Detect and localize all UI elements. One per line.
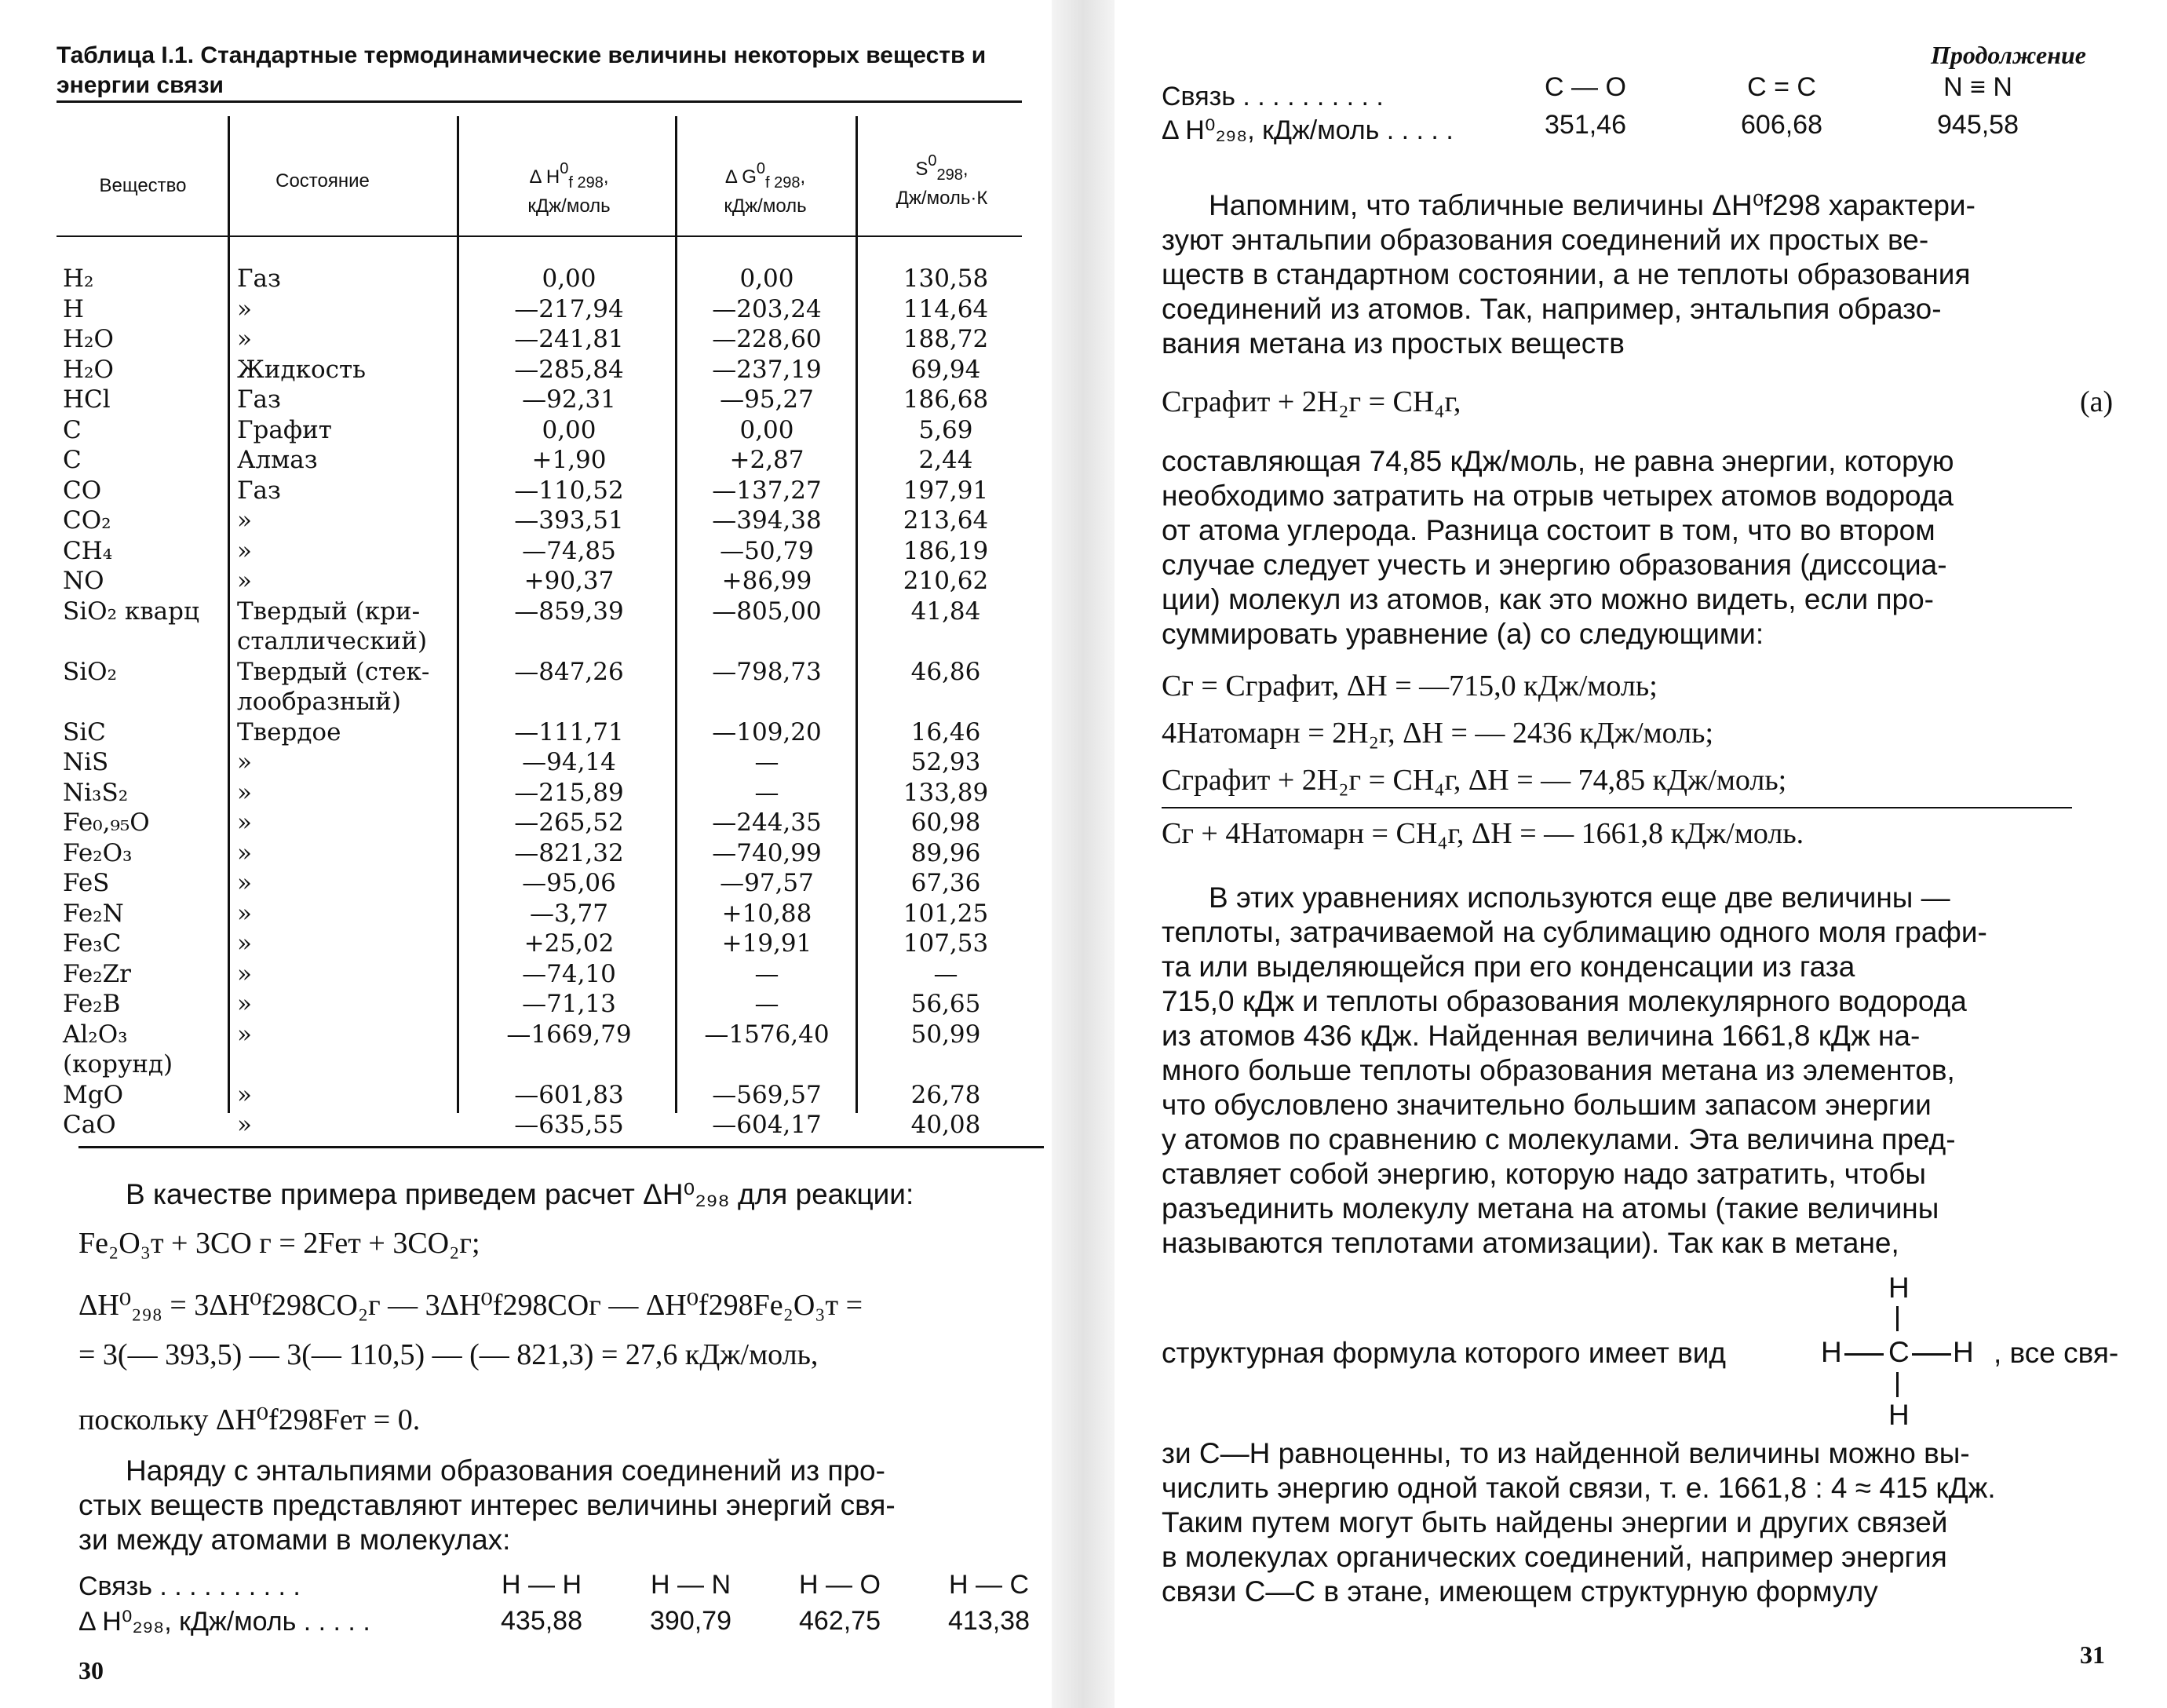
header-state: Состояние (275, 170, 370, 192)
cell-dg: +19,91 (721, 929, 812, 958)
cell-dg: —740,99 (712, 838, 822, 867)
cell-s: 41,84 (910, 597, 981, 626)
cell-substance: SiO₂ кварц (63, 597, 199, 626)
cell-dg: — (754, 748, 779, 776)
cell-s: 197,91 (903, 476, 989, 505)
left-page (0, 0, 1052, 1708)
cell-substance: CO₂ (63, 506, 111, 535)
cell-s: 210,62 (903, 567, 989, 595)
cell-dh: —74,10 (522, 959, 616, 988)
cell-state: » (237, 838, 252, 867)
cell-dg: —798,73 (712, 657, 822, 686)
bond-name: H — O (799, 1570, 881, 1600)
cell-substance: CH₄ (63, 536, 113, 565)
cell-dh: —847,26 (514, 657, 624, 686)
table-bottom-rule (78, 1146, 1044, 1148)
cell-s: 114,64 (903, 294, 989, 323)
calc-eq-1: ΔH⁰₂₉₈ = 3ΔH⁰f298CO₂г — 3ΔH⁰f298COг — ΔH⁰f298Fe₂O₃т = (78, 1289, 863, 1322)
calc-eq-2: = 3(— 393,5) — 3(— 110,5) — (— 821,3) = 27,6 кДж/моль, (78, 1338, 819, 1371)
cell-dh: +1,90 (531, 446, 607, 474)
bond-energy: 351,46 (1545, 110, 1626, 140)
cell-dg: +2,87 (729, 446, 804, 474)
page-number-left: 30 (78, 1656, 104, 1684)
cell-dg: —109,20 (712, 717, 822, 746)
header-dg: Δ $G^0_{f 298}$, кДж/моль (724, 160, 807, 217)
cell-dh: —1669,79 (506, 1020, 632, 1049)
cell-dg: —237,19 (712, 355, 822, 384)
cell-substance: Fe₂B (63, 990, 121, 1018)
paragraph-3: В этих уравнениях используются еще две величины — теплоты, затрачиваемой на сублимацию одного моля графи- та или выделяющейся при его конденсации из газа 715,0 кДж и теплоты образования молекулярного водорода из атомов 436 кДж. Найденная величина 1661,8 кДж на- много больше теплоты образования метана из элементов, что обусловлено значительно большим запасом энергии у атомов по сравнению с молекулами. Эта величина пред- ставляет собой энергию, которую надо затратить, чтобы разъединить молекулу метана на атомы (такие величины называются теплотами атомизации). Так как в метане, (1162, 881, 1987, 1259)
cell-dg: —394,38 (712, 506, 822, 535)
cell-dh: —635,55 (514, 1111, 624, 1139)
cell-state: » (237, 1020, 252, 1049)
cell-dh: —94,14 (522, 748, 616, 776)
cell-dh: +90,37 (524, 567, 615, 595)
bond-energy: 606,68 (1741, 110, 1822, 140)
cell-substance: NO (63, 567, 104, 595)
table-caption: Таблица I.1. Стандартные термодинамические величины некоторых веществ и энергии связи (57, 42, 987, 98)
cell-substance: SiC (63, 717, 106, 746)
cell-dh: —285,84 (514, 355, 624, 384)
bond-row-label: Связь . . . . . . . . . . (1162, 82, 1384, 111)
cell-substance: HCl (63, 385, 111, 414)
cell-state: Твердое (237, 717, 341, 746)
cell-state: » (237, 990, 252, 1018)
cell-state: » (237, 506, 252, 535)
cell-substance: FeS (63, 869, 110, 897)
cell-substance: Fe₂Zr (63, 959, 131, 988)
cell-dg: — (754, 990, 779, 1018)
cell-dh: 0,00 (542, 415, 596, 444)
cell-s: 56,65 (910, 990, 981, 1018)
cell-state: » (237, 536, 252, 565)
cell-state: Алмаз (237, 446, 318, 474)
cell-state: Жидкость (237, 355, 367, 384)
bond-name: C = C (1747, 72, 1816, 102)
equation-a-label: (a) (2080, 385, 2114, 418)
reaction-eq: Fe₂O₃т + 3CO г = 2Feт + 3CO₂г; (78, 1227, 480, 1260)
cell-substance: MgO (63, 1080, 124, 1109)
cell-state: » (237, 567, 252, 595)
cell-s: 52,93 (910, 748, 981, 776)
cell-dh: —92,31 (522, 385, 616, 414)
cell-dh: —3,77 (529, 899, 609, 928)
cell-substance: H₂ (63, 265, 94, 293)
cell-dg: —805,00 (712, 597, 822, 626)
paragraph-2: составляющая 74,85 кДж/моль, не равна энергии, которую необходимо затратить на отрыв четырех атомов водорода от атома углерода. Разница состоит в том, что во втором случае следует учесть и энергию образования (диссоциа- ции) молекул из атомов, как это можно видеть, если про- суммировать уравнение (а) со следующими: (1162, 445, 1954, 650)
cell-dh: —821,32 (514, 838, 624, 867)
cell-s: 67,36 (910, 869, 981, 897)
cell-state: » (237, 899, 252, 928)
table-header-rule (57, 235, 1022, 237)
cell-substance: NiS (63, 748, 109, 776)
bond-name: H — N (651, 1570, 731, 1600)
book-gutter (1052, 0, 1115, 1708)
cell-s: 26,78 (910, 1080, 981, 1109)
cell-s: 5,69 (918, 415, 973, 444)
cell-s: 16,46 (910, 717, 981, 746)
cell-dg: 0,00 (739, 415, 794, 444)
cell-state: сталлический) (237, 627, 428, 655)
cell-substance: H₂O (63, 355, 114, 384)
bond-energy: 435,88 (501, 1606, 582, 1636)
cell-s: 46,86 (910, 657, 981, 686)
cell-substance: C (63, 415, 82, 444)
cell-s: 186,68 (903, 385, 989, 414)
cell-substance: Fe₂N (63, 899, 124, 928)
cell-dg: 0,00 (739, 265, 794, 293)
cell-dh: —111,71 (514, 717, 624, 746)
cell-substance: Al₂O₃ (63, 1020, 128, 1049)
sum-rule (1162, 807, 2072, 808)
bond-energy-label: Δ H⁰₂₉₈, кДж/моль . . . . . (78, 1607, 370, 1637)
cell-s: 133,89 (903, 778, 989, 807)
example-intro: В качестве примера приведем расчет ΔH⁰₂₉₈ для реакции: (126, 1178, 914, 1210)
cell-dh: —859,39 (514, 597, 624, 626)
cell-state: Газ (237, 265, 281, 293)
cell-dh: —215,89 (514, 778, 624, 807)
cell-dg: —137,27 (712, 476, 822, 505)
bond-name: N ≡ N (1943, 72, 2012, 102)
cell-s: 188,72 (903, 325, 989, 353)
header-dh: Δ $H^0_{f 298}$, кДж/моль (527, 160, 611, 217)
cell-dh: —71,13 (522, 990, 616, 1018)
cell-substance: H (63, 294, 85, 323)
cell-substance: Fe₃C (63, 929, 122, 958)
cell-substance: CO (63, 476, 102, 505)
header-substance: Вещество (99, 175, 187, 196)
header-s: $S^0_{298}$, Дж/моль·К (896, 152, 988, 209)
cell-dh: —74,85 (522, 536, 616, 565)
cell-state: » (237, 748, 252, 776)
bond-energy: 945,58 (1937, 110, 2019, 140)
calc-eq-3: поскольку ΔH⁰f298Feт = 0. (78, 1403, 421, 1436)
cell-state: лообразный) (237, 688, 402, 716)
cell-dh: —217,94 (514, 294, 624, 323)
cell-dh: —110,52 (514, 476, 624, 505)
bond-intro-paragraph: Наряду с энтальпиями образования соединений из про- стых веществ представляют интерес величины энергий свя- зи между атомами в молекулах: (78, 1454, 896, 1556)
cell-dh: —393,51 (514, 506, 624, 535)
cell-substance: H₂O (63, 325, 114, 353)
cell-state: » (237, 808, 252, 837)
bond-energy: 413,38 (948, 1606, 1030, 1636)
cell-s: 130,58 (903, 265, 989, 293)
cell-state: Газ (237, 476, 281, 505)
cell-substance: Fe₂O₃ (63, 838, 133, 867)
bond-energy: 390,79 (650, 1606, 731, 1636)
cell-state: » (237, 294, 252, 323)
cell-dh: —95,06 (522, 869, 616, 897)
structural-formula-suffix: , все свя- (1994, 1337, 2119, 1369)
cell-s: 89,96 (910, 838, 981, 867)
cell-state: » (237, 1111, 252, 1139)
cell-substance: CaO (63, 1111, 116, 1139)
structural-formula-line: структурная формула которого имеет вид (1162, 1337, 1726, 1369)
cell-dg: —95,27 (720, 385, 814, 414)
bond-name: C — O (1545, 72, 1626, 102)
cell-state: Газ (237, 385, 281, 414)
cell-dg: —228,60 (712, 325, 822, 353)
paragraph-4: зи C—H равноценны, то из найденной величины можно вы- числить энергию одной такой связи, т. е. 1661,8 : 4 ≈ 415 кДж. Таким путем могут быть найдены энергии и других связей в молекулах органических соединений, например энергия связи C—C в этане, имеющем структурную формулу (1162, 1437, 1996, 1608)
equation-a: Cграфит + 2H₂г = CH₄г, (1162, 385, 1461, 418)
sum-eq-2: 4Hатомарн = 2H₂г, ΔH = — 2436 кДж/моль; (1162, 717, 1714, 750)
cell-state: » (237, 778, 252, 807)
cell-s: 50,99 (910, 1020, 981, 1049)
table-col-rule-1 (228, 116, 230, 1113)
cell-state: » (237, 869, 252, 897)
cell-substance: (корунд) (63, 1050, 173, 1078)
cell-dg: —203,24 (712, 294, 822, 323)
cell-dh: —241,81 (514, 325, 624, 353)
methane-structure: H H C H H (1821, 1272, 1974, 1431)
bond-name: H — C (949, 1570, 1029, 1600)
cell-s: 40,08 (910, 1111, 981, 1139)
cell-s: 101,25 (903, 899, 989, 928)
cell-s: 69,94 (910, 355, 981, 384)
sum-eq-4: Cг + 4Hатомарн = CH₄г, ΔH = — 1661,8 кДж/моль. (1162, 817, 1804, 850)
cell-substance: SiO₂ (63, 657, 117, 686)
cell-state: Твердый (стек- (237, 657, 430, 686)
cell-substance: Ni₃S₂ (63, 778, 129, 807)
bond-name: H — H (502, 1570, 582, 1600)
cell-dh: +25,02 (524, 929, 615, 958)
cell-state: » (237, 929, 252, 958)
cell-dg: +10,88 (721, 899, 812, 928)
cell-state: » (237, 1080, 252, 1109)
bond-row-label: Связь . . . . . . . . . . (78, 1571, 301, 1601)
cell-state: » (237, 959, 252, 988)
cell-dg: —604,17 (712, 1111, 822, 1139)
table-col-rule-2 (457, 116, 459, 1113)
paragraph-1: Напомним, что табличные величины ΔH⁰f298 характери- зуют энтальпии образования соединений их простых ве- ществ в стандартном состоянии, а не теплоты образования соединений из атомов. Так, например, энтальпия образо- вания метана из простых веществ (1162, 189, 1975, 359)
cell-dg: — (754, 959, 779, 988)
cell-s: 186,19 (903, 536, 989, 565)
cell-state: Графит (237, 415, 332, 444)
cell-substance: C (63, 446, 82, 474)
cell-s: 107,53 (903, 929, 989, 958)
table-top-rule (57, 100, 1022, 103)
sum-eq-1: Cг = Cграфит, ΔH = —715,0 кДж/моль; (1162, 670, 1658, 703)
cell-dg: —50,79 (720, 536, 814, 565)
cell-dg: —1576,40 (704, 1020, 830, 1049)
page-number-right: 31 (2080, 1640, 2105, 1669)
cell-dh: —601,83 (514, 1080, 624, 1109)
bond-energy: 462,75 (799, 1606, 881, 1636)
cell-state: Твердый (кри- (237, 597, 421, 626)
cell-s: — (933, 959, 958, 988)
cell-state: » (237, 325, 252, 353)
cell-dg: —244,35 (712, 808, 822, 837)
cell-s: 2,44 (918, 446, 973, 474)
cell-dg: —97,57 (720, 869, 814, 897)
cell-s: 60,98 (910, 808, 981, 837)
cell-substance: Fe₀,₉₅O (63, 808, 150, 837)
cell-dg: — (754, 778, 779, 807)
continuation-label: Продолжение (1931, 41, 2086, 69)
cell-dg: —569,57 (712, 1080, 822, 1109)
right-page (1115, 0, 2167, 1708)
cell-dg: +86,99 (721, 567, 812, 595)
sum-eq-3: Cграфит + 2H₂г = CH₄г, ΔH = — 74,85 кДж/моль; (1162, 764, 1787, 797)
cell-dh: —265,52 (514, 808, 624, 837)
cell-s: 213,64 (903, 506, 989, 535)
cell-dh: 0,00 (542, 265, 596, 293)
bond-energy-label: Δ H⁰₂₉₈, кДж/моль . . . . . (1162, 115, 1454, 145)
